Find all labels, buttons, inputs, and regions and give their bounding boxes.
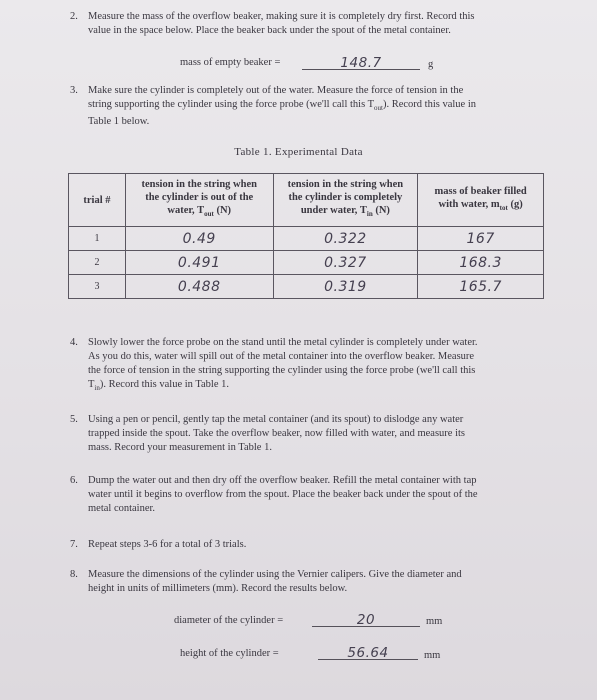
tin-cell[interactable]: 0.322 (273, 227, 418, 251)
trial-header: trial # (69, 174, 126, 227)
step-number: 3. (70, 85, 78, 96)
tout-header: tension in the string when the cylinder is out of the water, $T_{out}$ (N) (125, 174, 273, 227)
table-row (69, 227, 544, 251)
diameter-unit: mm (426, 616, 443, 627)
mass-header: mass of beaker filled with water, $m_{tot}$ (g) (418, 174, 544, 227)
mass-cell[interactable]: 167 (418, 227, 544, 251)
empty-beaker-mass-unit: g (428, 59, 434, 70)
step-text: Dump the water out and then dry off the overflow beaker. Refill the metal container with tap water until it begins to overflow from the spout. Place the beaker back under the spout of the metal container. (88, 475, 478, 514)
step-text: Slowly lower the force probe on the stand until the metal cylinder is completely under water. As you do this, water will spill out of the metal container into the overflow beaker. Measure the force of tension in the string supporting the cylinder using the force probe (we'll call this $T_{in}$). Record this value in Table 1. (88, 337, 478, 393)
mass-cell[interactable]: 165.7 (418, 275, 544, 299)
step-number: 4. (70, 337, 78, 348)
empty-beaker-mass-label: mass of empty beaker = (180, 57, 281, 68)
table-header-row (69, 174, 544, 227)
step-text: Measure the dimensions of the cylinder using the Vernier calipers. Give the diameter and height in units of millimeters (mm). Record the results below. (88, 569, 462, 594)
trial-cell: 3 (69, 275, 126, 299)
step-text: Make sure the cylinder is completely out of the water. Measure the force of tension in the string supporting the cylinder using the force probe (we'll call this $T_{out}$). Record this value in Table 1 below. (88, 85, 476, 128)
height-label: height of the cylinder = (180, 648, 279, 659)
mass-cell[interactable]: 168.3 (418, 251, 544, 275)
step-4 (70, 336, 560, 394)
empty-beaker-mass-row (180, 57, 460, 73)
experimental-data-table (68, 173, 544, 299)
tout-cell[interactable]: 0.491 (125, 251, 273, 275)
table-row (69, 275, 544, 299)
height-field[interactable]: 56.64 (318, 645, 418, 660)
step-5 (70, 413, 560, 457)
trial-cell: 1 (69, 227, 126, 251)
step-text: Using a pen or pencil, gently tap the metal container (and its spout) to dislodge any water trapped inside the spout. Take the overflow beaker, now filled with water, and measure its mass. Record your measurement in Table 1. (88, 414, 465, 453)
table-row (69, 251, 544, 275)
step-6 (70, 474, 560, 518)
step-number: 6. (70, 475, 78, 486)
tout-cell[interactable]: 0.49 (125, 227, 273, 251)
step-7 (70, 538, 560, 554)
tin-header: tension in the string when the cylinder is completely under water, $T_{in}$ (N) (273, 174, 418, 227)
trial-cell: 2 (69, 251, 126, 275)
step-text: Measure the mass of the overflow beaker, making sure it is completely dry first. Record this value in the space below. Place the beaker back under the spout of the metal container. (88, 11, 475, 36)
diameter-label: diameter of the cylinder = (174, 615, 284, 626)
height-row (180, 645, 480, 664)
height-unit: mm (424, 650, 441, 661)
diameter-row (174, 612, 474, 631)
tin-cell[interactable]: 0.319 (273, 275, 418, 299)
step-number: 5. (70, 414, 78, 425)
step-3 (70, 84, 550, 128)
step-text: Repeat steps 3-6 for a total of 3 trials. (88, 539, 247, 550)
tout-cell[interactable]: 0.488 (125, 275, 273, 299)
step-number: 7. (70, 539, 78, 550)
step-number: 8. (70, 569, 78, 580)
tin-cell[interactable]: 0.327 (273, 251, 418, 275)
empty-beaker-mass-field[interactable]: 148.7 (302, 55, 420, 70)
table-caption: Table 1. Experimental Data (234, 146, 363, 158)
diameter-field[interactable]: 20 (312, 612, 420, 627)
step-2 (70, 10, 550, 40)
step-number: 2. (70, 11, 78, 22)
step-8 (70, 568, 560, 598)
